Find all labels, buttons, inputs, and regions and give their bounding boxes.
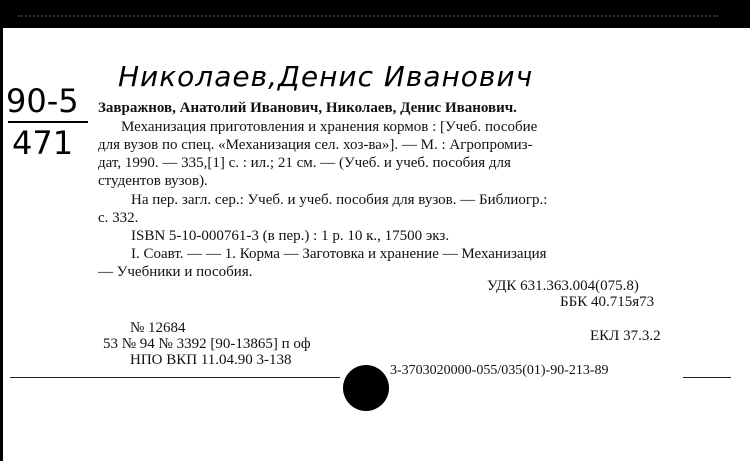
ekl-code: ЕКЛ 37.3.2 — [590, 328, 661, 344]
record-line: дат, 1990. — 335,[1] с. : ил.; 21 см. — (Учеб. и учеб. пособия для — [98, 155, 511, 171]
order-line: 53 № 94 № 3392 [90-13865] п оф — [103, 336, 311, 352]
record-line: — Учебники и пособия. — [98, 264, 253, 280]
record-line: для вузов по спец. «Механизация сел. хоз-ва»]. — М. : Агропромиз- — [98, 137, 533, 153]
record-line: На пер. загл. сер.: Учеб. и учеб. пособия для вузов. — Библиогр.: — [131, 192, 548, 208]
npo-line: НПО ВКП 11.04.90 3-138 — [130, 352, 292, 368]
handwritten-author-name: Николаев,Денис Иванович — [118, 60, 534, 93]
bottom-rule-right — [683, 377, 731, 378]
class-fraction-line — [8, 121, 88, 123]
record-isbn: ISBN 5-10-000761-3 (в пер.) : 1 р. 10 к., 17500 экз. — [131, 228, 450, 244]
barcode-line: 3-3703020000-055/035(01)-90-213-89 — [390, 363, 609, 378]
card-punch-hole — [343, 365, 389, 411]
bottom-rule-left — [10, 377, 340, 378]
udk-code: УДК 631.363.004(075.8) — [487, 278, 639, 294]
handwritten-class-bottom: 471 — [12, 124, 74, 162]
record-line: студентов вузов). — [98, 173, 208, 189]
perforation-dots — [18, 15, 718, 17]
record-heading: Завражнов, Анатолий Иванович, Николаев, Денис Иванович. — [98, 100, 517, 116]
card-top-border — [0, 0, 750, 28]
record-line: с. 332. — [98, 210, 139, 226]
record-line: Механизация приготовления и хранения кормов : [Учеб. пособие — [121, 119, 538, 135]
card-left-edge — [0, 28, 3, 461]
handwritten-class-top: 90-5 — [6, 82, 79, 120]
bbk-code: ББК 40.715я73 — [560, 294, 655, 310]
record-line: I. Соавт. — — 1. Корма — Заготовка и хранение — Механизация — [131, 246, 547, 262]
card-number: № 12684 — [130, 320, 186, 336]
